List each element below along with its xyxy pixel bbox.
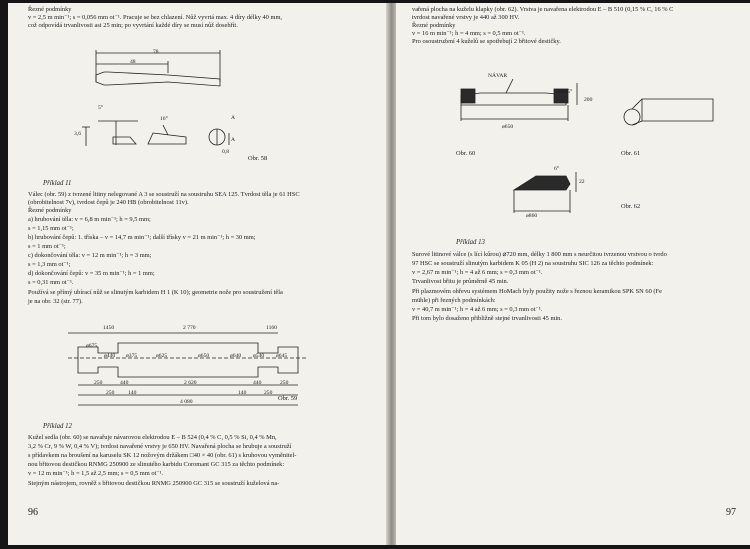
text-line: b) hrubování čepů: 1. tříska – v = 14,7 m min⁻¹; další třísky v = 21 m min⁻¹; h = 30 mm; — [28, 234, 256, 241]
text-line: s = 0,31 mm ot⁻¹. — [28, 279, 74, 286]
fig59-dim: 250 — [280, 380, 289, 386]
page-number: 96 — [28, 507, 38, 518]
fig58-caption: Obr. 58 — [248, 155, 268, 162]
fig59-dim: 440 — [253, 380, 262, 386]
fig62-caption: Obr. 62 — [621, 203, 641, 210]
fig59-dim: 250 — [94, 380, 103, 386]
dim-48: 48 — [130, 59, 136, 65]
fig59-dim: 250 — [106, 390, 115, 396]
example-13-title: Příklad 13 — [456, 239, 485, 246]
text-line: tvrdost navařené vrstvy je 440 až 300 HV. — [412, 14, 520, 21]
example-11-title: Příklad 11 — [43, 180, 72, 187]
label-a2: A — [231, 137, 236, 143]
fig59-diam: ø640 — [230, 353, 242, 359]
dim-78: 78 — [153, 49, 159, 55]
text-line: s = 1 mm ot⁻¹; — [28, 243, 66, 250]
fig59-diam: ø375 — [126, 353, 138, 359]
text-line: a) hrubování těla: v = 6,8 m min⁻¹; h = 9,5 mm; — [28, 216, 151, 223]
figure-60 — [451, 65, 611, 150]
fig60-label: NÁVAR — [488, 73, 508, 79]
fig60-dim-200: 200 — [584, 97, 593, 103]
fig62-dim-860: ø860 — [526, 213, 538, 219]
text-line: mühle) při řezných podmínkách: — [412, 297, 496, 304]
text-line: Při plazmovém ohřevu systémem HoMach byly použity nože s řeznou keramikou SPK SN 60 (Fe — [412, 288, 662, 295]
fig59-dim: 2 620 — [184, 380, 197, 386]
example-12-title: Příklad 12 — [43, 423, 72, 430]
text-line: v = 16 m min⁻¹; h = 4 mm; s = 0,5 mm ot⁻¹. — [412, 30, 526, 37]
figure-59 — [8, 325, 389, 425]
text-line: nou břitovou destičkou RNMG 250900 ze slinutého karbidu Coromant GC 315 za těchto podmínek: — [28, 461, 285, 468]
text-line: Řezné podmínky — [412, 22, 456, 29]
text-line: v = 2,67 m min⁻¹; h = 4 až 6 mm; s = 0,3 mm ot⁻¹. — [412, 269, 543, 276]
text-line: Stejným nástrojem, rovněž s břitovou destičkou RNMG 250900 GC 315 se soustruží kuželová na- — [28, 480, 280, 487]
text-line: s = 1,15 mm ot⁻¹; — [28, 225, 74, 232]
fig59-dim: 140 — [238, 390, 247, 396]
text-line: což odpovídá trvanlivosti asi 25 min; po vyvrtání každé díry se musí nůž dosehřít. — [28, 22, 238, 29]
fig59-dim: 2 770 — [183, 325, 196, 331]
fig59-diam: ø625 — [156, 353, 168, 359]
fig59-dim: 1450 — [103, 325, 115, 331]
fig59-dim: 1160 — [266, 325, 277, 331]
fig60-caption: Obr. 60 — [456, 150, 476, 157]
text-line: Používá se přímý ubírací nůž se slinutým karbidem H 1 (K 10); geometrie nože pro soustružení těla — [28, 289, 283, 296]
text-line: 97 HSC se soustruží slinutým karbidem K 05 (H 2) na soustruhu SIC 126 za těchto podmínek: — [412, 260, 654, 267]
fig59-diam: ø675 — [86, 343, 98, 349]
text-line: vařená plocha na kuželu klapky (obr. 62). Vrstva je navařena elektrodou E – B 510 (0,15 % C, 16 % C — [412, 6, 674, 13]
text-line: Řezné podmínky — [28, 207, 72, 214]
text-line: je na obr. 32 (str. 77). — [28, 298, 83, 305]
fig62-angle: 6° — [554, 166, 560, 172]
text-line: s = 1,3 mm ot⁻¹; — [28, 261, 71, 268]
text-line: s přídavkem na broušení na karuselu SK 12 nožovým držákem □40 × 40 (obr. 61) s kruhovou vyměnitel- — [28, 452, 297, 459]
fig59-caption: Obr. 59 — [278, 395, 298, 402]
label-a: A — [231, 115, 236, 121]
text-line: 3,2 % Cr, 9 % W, 0,4 % V); tvrdost navařené vrstvy je 650 HV. Navařená plocha se hrubuje a soustruží — [28, 443, 292, 450]
fig60-dim-a: 30x45° — [556, 89, 573, 95]
page-number: 97 — [726, 507, 736, 518]
text-line: Při tom bylo dosaženo přibližně stejné trvanlivosti 45 min. — [412, 315, 562, 322]
angle-b: 16° — [160, 116, 168, 122]
left-page — [8, 3, 389, 545]
fig59-dim: 250 — [264, 390, 273, 396]
text-line: (obrobitelnost 7v), tvrdost čepů je 240 HB (obrobitelnost 11v). — [28, 199, 189, 206]
figure-62 — [496, 168, 656, 228]
fig59-diam: ø540 — [253, 353, 265, 359]
text-line: v = 2,5 m min⁻¹; s = 0,056 mm ot⁻¹. Pracuje se bez chlazení. Nůž vyvrtá max. 4 díry délky 40 mm, — [28, 14, 283, 21]
text-line: Trvanlivost břitu je průměrně 45 min. — [412, 278, 509, 285]
text-line: Válec (obr. 59) z tvrzené litiny nelegované A 3 se soustruží na soustruhu SEA 125. Tvrdost těla je 61 HSC — [28, 191, 300, 198]
fig59-diam: ø440 — [104, 353, 116, 359]
text-line: Kužel sedla (obr. 60) se navařuje návarovou elektrodou E – B 524 (0,4 % C, 0,5 % Si, 0,4 % Mn, — [28, 434, 277, 441]
dim-36: 3,6 — [74, 131, 81, 137]
fig59-dim: 140 — [128, 390, 137, 396]
dim-08: 0,8 — [222, 149, 229, 155]
fig59-total: 4 080 — [180, 399, 193, 405]
fig61-caption: Obr. 61 — [621, 150, 641, 157]
right-page — [396, 3, 750, 545]
text-line: Surové litinové válce (s lící kůrou) ⌀720 mm, délky 1 800 mm s neurčitou tvrzenou vrstvou o tvrdo — [412, 251, 667, 258]
fig59-diam: ø645 — [276, 353, 288, 359]
angle-a: 5° — [98, 105, 104, 111]
text-line: d) dokončování čepů: v = 35 m min⁻¹; h = 1 mm; — [28, 270, 155, 277]
text-line: v = 12 m min⁻¹; h = 1,5 až 2,5 mm; s = 0,5 mm ot⁻¹. — [28, 470, 164, 477]
figure-58 — [8, 41, 389, 171]
fig59-dim: 440 — [120, 380, 129, 386]
text-line: Pro osoustružení 4 kuželů se spotřebují 2 břitové destičky. — [412, 38, 561, 45]
text-line: c) dokončování těla: v = 12 m min⁻¹; h = 3 mm; — [28, 252, 152, 259]
fig60-dim-650: ø650 — [502, 124, 514, 130]
text-line: v = 40,7 m min⁻¹; h = 4 až 6 mm; s = 0,3 mm ot⁻¹. — [412, 306, 543, 313]
figure-61 — [618, 91, 728, 151]
fig62-dim-22: 22 — [579, 179, 585, 185]
fig59-diam: ø650 — [198, 353, 210, 359]
text-line: Řezné podmínky — [28, 6, 72, 13]
